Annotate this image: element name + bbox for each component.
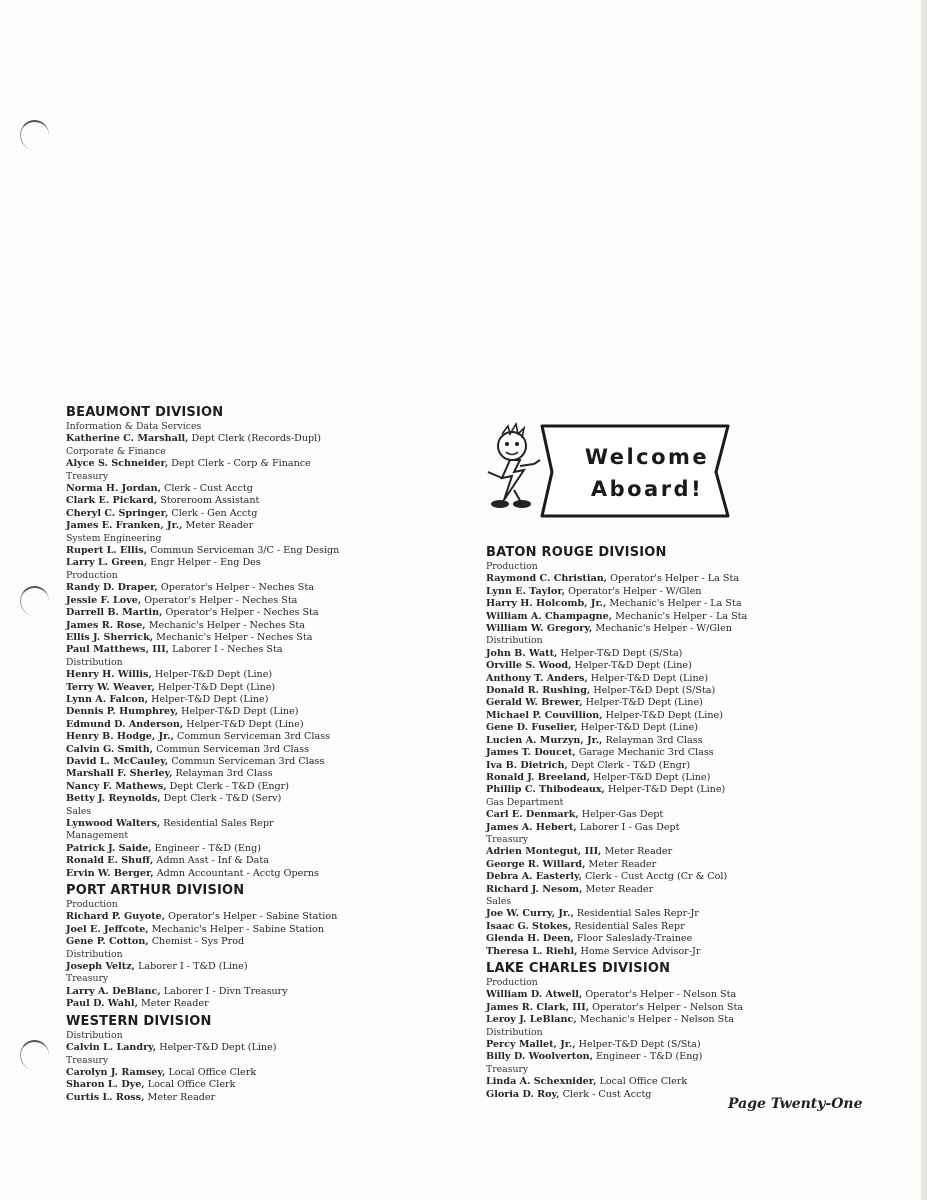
employee-entry	[486, 722, 786, 734]
employee-entry	[66, 1092, 396, 1104]
employee-name: Donald R. Rushing,	[486, 685, 591, 697]
employee-entry	[66, 793, 396, 805]
employee-title: Garage Mechanic 3rd Class	[578, 747, 714, 759]
welcome-banner-text	[572, 441, 722, 505]
employee-entry	[66, 595, 396, 607]
employee-entry	[66, 458, 396, 470]
employee-entry	[66, 756, 396, 768]
employee-title: Operator's Helper - Neches Sta	[144, 594, 298, 606]
division-heading: PORT ARTHUR DIVISION	[66, 883, 245, 899]
employee-title: Operator's Helper - Sabine Station	[168, 911, 338, 923]
employee-entry	[66, 545, 396, 557]
employee-entry	[486, 1076, 786, 1088]
employee-name: Adrien Montegut, III,	[486, 846, 602, 858]
employee-title: Helper-T&D Dept (Line)	[151, 693, 269, 705]
department-subheading: Production	[66, 569, 118, 581]
employee-name: David L. McCauley,	[66, 755, 169, 767]
employee-title: Laborer I - T&D (Line)	[138, 961, 248, 973]
employee-name: Curtis L. Ross,	[66, 1091, 145, 1103]
employee-name: Norma H. Jordan,	[66, 483, 161, 495]
department-subheading: Sales	[66, 805, 92, 817]
department-subheading: Treasury	[66, 1054, 109, 1066]
employee-title: Local Office Clerk	[147, 1079, 236, 1091]
employee-entry	[486, 697, 786, 709]
employee-name: Theresa L. Riehl,	[486, 945, 578, 957]
employee-entry	[66, 582, 396, 594]
employee-title: Helper-T&D Dept (Line)	[590, 672, 709, 684]
employee-name: Paul D. Wahl,	[66, 998, 138, 1010]
employee-title: Engineer - T&D (Eng)	[596, 1051, 703, 1063]
employee-name: Rupert L. Ellis,	[66, 545, 147, 557]
employee-entry	[66, 694, 396, 706]
division-heading: LAKE CHARLES DIVISION	[486, 961, 671, 976]
employee-name: Gene P. Cotton,	[66, 936, 149, 948]
employee-name: Joseph Veltz,	[66, 961, 135, 973]
employee-title: Meter Reader	[147, 1091, 216, 1103]
employee-entry	[486, 760, 786, 772]
employee-title: Meter Reader	[588, 858, 657, 870]
employee-title: Helper-T&D Dept (Line)	[580, 722, 698, 734]
employee-entry	[486, 846, 786, 858]
employee-entry	[66, 483, 396, 495]
employee-name: James E. Franken, Jr.,	[66, 520, 183, 532]
welcome-line-1: Welcome	[584, 445, 710, 469]
employee-name: James R. Clark, III,	[486, 1001, 590, 1013]
employee-entry	[486, 673, 786, 685]
employee-entry	[66, 986, 396, 998]
department-subheading: Gas Department	[486, 796, 564, 808]
employee-name: Nancy F. Mathews,	[66, 780, 167, 792]
employee-name: Henry H. Willis,	[66, 669, 152, 681]
employee-entry	[66, 520, 396, 532]
employee-name: Iva B. Dietrich,	[486, 759, 568, 771]
division-heading: WESTERN DIVISION	[66, 1013, 212, 1029]
employee-name: Carl E. Denmark,	[486, 809, 579, 821]
employee-name: Larry A. DeBlanc,	[66, 985, 161, 997]
employee-entry	[486, 859, 786, 871]
employee-entry	[66, 855, 396, 867]
employee-entry	[66, 998, 396, 1010]
employee-name: Billy D. Woolverton,	[486, 1051, 593, 1063]
division-heading: BATON ROUGE DIVISION	[486, 545, 667, 560]
division-heading: BEAUMONT DIVISION	[66, 405, 224, 420]
employee-entry	[486, 822, 786, 834]
employee-title: Mechanic's Helper - Sabine Station	[151, 923, 325, 935]
department-subheading: Production	[486, 561, 538, 572]
employee-name: Leroy J. LeBlanc,	[486, 1014, 577, 1026]
department-subheading: Sales	[486, 895, 512, 907]
employee-title: Clerk - Gen Acctg	[171, 507, 258, 519]
department-subheading: Management	[66, 830, 129, 842]
employee-title: Commun Serviceman 3rd Class	[177, 731, 331, 743]
employee-title: Commun Serviceman 3rd Class	[171, 755, 325, 767]
employee-title: Laborer I - Neches Sta	[172, 644, 283, 656]
employee-title: Operator's Helper - La Sta	[610, 573, 740, 585]
employee-entry	[486, 685, 786, 697]
employee-title: Clerk - Cust Acctg (Cr & Col)	[585, 871, 728, 883]
employee-title: Residential Sales Repr	[574, 920, 685, 932]
employee-name: Carolyn J. Ramsey,	[66, 1066, 166, 1078]
employee-entry	[486, 611, 786, 623]
employee-name: Phillip C. Thibodeaux,	[486, 784, 605, 796]
employee-title: Commun Serviceman 3/C - Eng Design	[150, 545, 340, 557]
employee-title: Operator's Helper - Nelson Sta	[585, 989, 737, 1001]
employee-entry	[66, 868, 396, 880]
employee-title: Mechanic's Helper - La Sta	[615, 610, 748, 622]
page-edge	[921, 0, 927, 1200]
employee-entry	[66, 557, 396, 569]
employee-name: Gerald W. Brewer,	[486, 697, 583, 709]
employee-name: Richard J. Nesom,	[486, 883, 583, 895]
employee-entry	[66, 669, 396, 681]
employee-name: Harry H. Holcomb, Jr.,	[486, 598, 607, 610]
employee-title: Mechanic's Helper - Nelson Sta	[579, 1014, 734, 1026]
employee-title: Commun Serviceman 3rd Class	[156, 743, 310, 755]
department-subheading: System Engineering	[66, 532, 162, 544]
employee-name: Paul Matthews, III,	[66, 644, 170, 656]
department-subheading: Distribution	[66, 656, 123, 668]
employee-name: James A. Hebert,	[486, 821, 577, 833]
employee-name: Henry B. Hodge, Jr.,	[66, 731, 174, 743]
page-number: Page Twenty-One	[728, 1096, 863, 1112]
employee-name: Dennis P. Humphrey,	[66, 706, 179, 718]
employee-name: Gene D. Fuselier,	[486, 722, 578, 734]
employee-name: Joel E. Jeffcote,	[66, 923, 149, 935]
employee-title: Helper-T&D Dept (Line)	[605, 709, 723, 721]
department-subheading: Corporate & Finance	[66, 445, 166, 457]
employee-title: Mechanic's Helper - Neches Sta	[156, 631, 313, 643]
employee-title: Helper-T&D Dept (Line)	[186, 718, 304, 730]
employee-name: Lynwood Walters,	[66, 818, 161, 829]
employee-entry	[486, 747, 786, 759]
employee-name: Randy D. Draper,	[66, 582, 158, 594]
employee-title: Helper-T&D Dept (Line)	[585, 697, 703, 709]
employee-entry	[486, 623, 786, 635]
employee-entry	[486, 784, 786, 796]
employee-entry	[66, 508, 396, 520]
employee-entry	[486, 1051, 786, 1063]
employee-name: Darrell B. Martin,	[66, 607, 163, 619]
employee-title: Laborer I - Gas Dept	[579, 821, 680, 833]
employee-entry	[486, 908, 786, 920]
department-subheading: Production	[66, 899, 118, 911]
employee-name: Ronald J. Breeland,	[486, 771, 590, 783]
employee-entry	[66, 1079, 396, 1091]
right-column	[486, 542, 786, 1101]
employee-title: Helper-Gas Dept	[581, 809, 664, 821]
employee-entry	[486, 710, 786, 722]
employee-title: Dept Clerk - T&D (Serv)	[163, 793, 282, 805]
employee-name: George R. Willard,	[486, 858, 586, 870]
employee-title: Storeroom Assistant	[160, 495, 260, 507]
employee-name: Orville S. Wood,	[486, 660, 572, 672]
employee-entry	[486, 989, 786, 1001]
employee-entry	[66, 706, 396, 718]
employee-name: John B. Watt,	[486, 647, 558, 659]
employee-name: Joe W. Curry, Jr.,	[486, 908, 574, 920]
employee-title: Dept Clerk - T&D (Engr)	[570, 759, 691, 771]
employee-title: Admn Asst - Inf & Data	[156, 855, 269, 867]
employee-title: Helper-T&D Dept (Line)	[181, 706, 299, 718]
employee-name: Betty J. Reynolds,	[66, 793, 161, 805]
punch-hole-icon	[20, 120, 49, 150]
employee-entry	[66, 495, 396, 507]
department-subheading: Information & Data Services	[66, 421, 202, 432]
employee-title: Mechanic's Helper - Neches Sta	[148, 619, 305, 631]
employee-name: Lucien A. Murzyn, Jr.,	[486, 734, 603, 746]
employee-entry	[66, 632, 396, 644]
employee-name: Lynn A. Falcon,	[66, 693, 149, 705]
welcome-line-2: Aboard!	[590, 477, 704, 501]
employee-title: Admn Accountant - Acctg Operns	[156, 867, 319, 879]
employee-name: Glenda H. Deen,	[486, 933, 574, 945]
department-subheading: Production	[486, 977, 538, 988]
employee-title: Mechanic's Helper - La Sta	[609, 598, 742, 610]
department-subheading: Distribution	[66, 948, 123, 960]
employee-entry	[486, 884, 786, 896]
employee-name: Katherine C. Marshall,	[66, 433, 189, 445]
department-subheading: Treasury	[66, 470, 109, 482]
employee-title: Meter Reader	[604, 846, 673, 858]
employee-title: Operator's Helper - Nelson Sta	[592, 1001, 744, 1013]
punch-hole-icon	[20, 1040, 49, 1070]
employee-entry	[66, 607, 396, 619]
employee-title: Home Service Advisor-Jr	[580, 945, 701, 957]
employee-name: Sharon L. Dye,	[66, 1079, 145, 1091]
employee-entry	[66, 1067, 396, 1079]
employee-entry	[486, 648, 786, 660]
employee-name: Ellis J. Sherrick,	[66, 631, 154, 643]
employee-title: Engineer - T&D (Eng)	[154, 842, 261, 854]
employee-name: Ronald E. Shuff,	[66, 855, 154, 867]
department-subheading: Distribution	[486, 1026, 543, 1038]
punch-hole-icon	[20, 586, 49, 616]
employee-name: Richard P. Guyote,	[66, 911, 166, 923]
employee-title: Residential Sales Repr-Jr	[576, 908, 699, 920]
employee-entry	[486, 933, 786, 945]
employee-name: Calvin G. Smith,	[66, 743, 154, 755]
employee-name: James R. Rose,	[66, 619, 146, 631]
employee-entry	[486, 946, 786, 958]
employee-entry	[486, 586, 786, 598]
employee-entry	[66, 744, 396, 756]
employee-title: Meter Reader	[585, 883, 654, 895]
employee-title: Local Office Clerk	[168, 1066, 257, 1078]
employee-entry	[66, 731, 396, 743]
department-subheading: Distribution	[486, 635, 543, 647]
employee-title: Helper-T&D Dept (Line)	[574, 660, 692, 672]
employee-entry	[66, 682, 396, 694]
employee-name: Michael P. Couvillion,	[486, 709, 603, 721]
employee-title: Helper-T&D Dept (Line)	[157, 681, 276, 693]
employee-entry	[486, 921, 786, 933]
employee-entry	[486, 1039, 786, 1051]
employee-title: Relayman 3rd Class	[175, 768, 273, 780]
left-column	[66, 402, 396, 1104]
employee-title: Helper-T&D Dept (S/Sta)	[578, 1039, 701, 1051]
employee-title: Operator's Helper - Neches Sta	[160, 582, 314, 594]
employee-name: Jessie F. Love,	[66, 594, 142, 606]
employee-entry	[66, 924, 396, 936]
employee-name: Raymond C. Christian,	[486, 573, 608, 585]
employee-title: Helper-T&D Dept (S/Sta)	[560, 647, 683, 659]
employee-entry	[486, 573, 786, 585]
employee-title: Dept Clerk (Records-Dupl)	[191, 433, 321, 445]
employee-name: Anthony T. Anders,	[486, 672, 588, 684]
employee-name: Percy Mallet, Jr.,	[486, 1039, 576, 1051]
employee-entry	[486, 772, 786, 784]
employee-name: William D. Atwell,	[486, 989, 583, 1001]
employee-title: Meter Reader	[140, 998, 209, 1010]
employee-title: Chemist - Sys Prod	[151, 936, 245, 948]
employee-name: Marshall F. Sherley,	[66, 768, 173, 780]
employee-name: Cheryl C. Springer,	[66, 507, 169, 519]
department-subheading: Distribution	[66, 1029, 123, 1041]
employee-entry	[66, 936, 396, 948]
employee-title: Helper-T&D Dept (Line)	[607, 784, 726, 796]
employee-name: Alyce S. Schneider,	[66, 458, 169, 470]
employee-title: Mechanic's Helper - W/Glen	[595, 623, 732, 635]
employee-entry	[66, 843, 396, 855]
employee-name: William A. Champagne,	[486, 610, 613, 622]
employee-title: Engr Helper - Eng Des	[150, 557, 261, 569]
employee-name: Terry W. Weaver,	[66, 681, 155, 693]
employee-entry	[486, 809, 786, 821]
reddy-kilowatt-mascot-icon	[488, 424, 540, 508]
employee-title: Clerk - Cust Acctg	[562, 1088, 652, 1100]
employee-title: Laborer I - Divn Treasury	[163, 985, 288, 997]
employee-entry	[66, 1042, 396, 1054]
employee-title: Dept Clerk - T&D (Engr)	[169, 780, 289, 792]
employee-title: Local Office Clerk	[599, 1076, 688, 1088]
employee-name: Isaac G. Stokes,	[486, 920, 572, 932]
employee-entry	[486, 660, 786, 672]
employee-name: Edmund D. Anderson,	[66, 718, 184, 730]
employee-name: James T. Doucet,	[486, 747, 576, 759]
employee-entry	[66, 781, 396, 793]
employee-name: Ervin W. Berger,	[66, 867, 154, 879]
employee-entry	[66, 818, 396, 830]
employee-name: Patrick J. Saide,	[66, 842, 152, 854]
employee-entry	[66, 433, 396, 445]
employee-entry	[486, 871, 786, 883]
employee-title: Helper-T&D Dept (Line)	[593, 771, 711, 783]
employee-entry	[66, 644, 396, 656]
employee-title: Dept Clerk - Corp & Finance	[171, 458, 311, 470]
department-subheading: Treasury	[486, 1063, 529, 1075]
employee-entry	[66, 911, 396, 923]
employee-title: Operator's Helper - Neches Sta	[165, 607, 319, 619]
employee-name: Lynn E. Taylor,	[486, 585, 566, 597]
employee-name: Calvin L. Landry,	[66, 1042, 157, 1054]
employee-title: Operator's Helper - W/Glen	[568, 585, 702, 597]
department-subheading: Treasury	[66, 973, 109, 985]
employee-entry	[486, 1014, 786, 1026]
employee-name: William W. Gregory,	[486, 623, 593, 635]
employee-title: Clerk - Cust Acctg	[163, 483, 253, 495]
employee-name: Linda A. Schexnider,	[486, 1076, 597, 1088]
employee-title: Meter Reader	[185, 520, 254, 532]
employee-name: Debra A. Easterly,	[486, 871, 583, 883]
employee-name: Gloria D. Roy,	[486, 1088, 560, 1100]
employee-title: Helper-T&D Dept (Line)	[154, 669, 273, 681]
employee-name: Larry L. Green,	[66, 557, 148, 569]
employee-entry	[66, 719, 396, 731]
employee-title: Helper-T&D Dept (Line)	[159, 1042, 277, 1054]
department-subheading: Treasury	[486, 833, 529, 845]
employee-title: Helper-T&D Dept (S/Sta)	[593, 685, 716, 697]
employee-title: Relayman 3rd Class	[605, 734, 703, 746]
employee-entry	[486, 1002, 786, 1014]
employee-entry	[66, 961, 396, 973]
employee-entry	[486, 598, 786, 610]
employee-entry	[66, 768, 396, 780]
employee-name: Clark E. Pickard,	[66, 495, 158, 507]
employee-title: Floor Saleslady-Trainee	[576, 933, 693, 945]
employee-entry	[486, 735, 786, 747]
employee-entry	[66, 620, 396, 632]
employee-title: Residential Sales Repr	[163, 818, 274, 829]
